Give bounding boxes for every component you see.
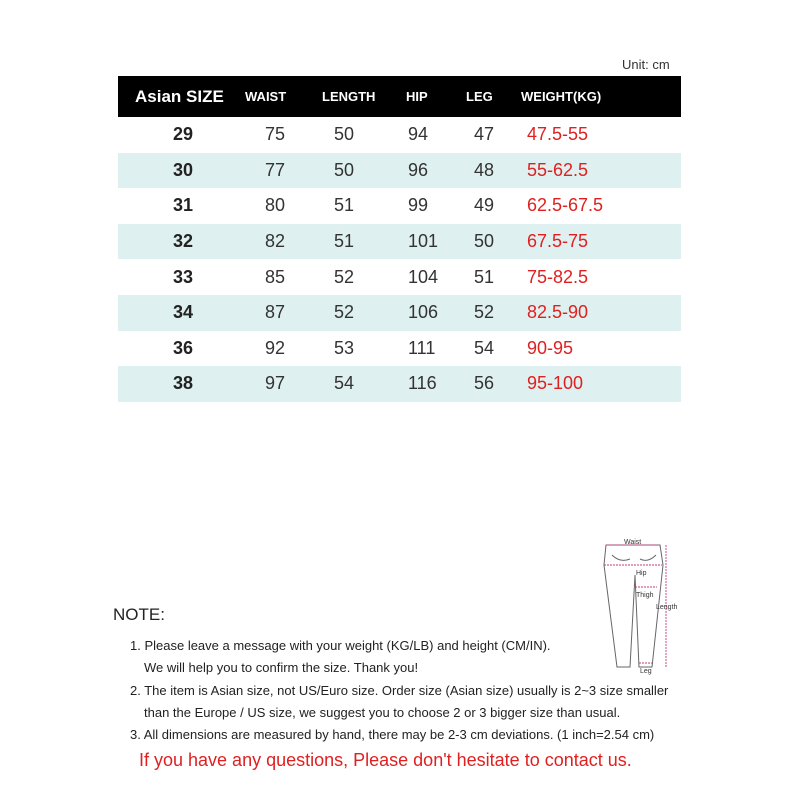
cell-weight: 75-82.5 [527,266,589,287]
cell-hip: 106 [408,302,439,323]
cell-leg: 52 [474,302,495,323]
note-line-3: 3. All dimensions are measured by hand, there may be 2-3 cm deviations. (1 inch=2.54 cm) [130,727,655,742]
cell-length: 51 [334,195,355,216]
cell-size: 33 [173,266,194,287]
table-header-row [118,76,681,117]
cell-hip: 111 [408,337,436,358]
cell-size: 36 [173,337,194,358]
cell-weight: 62.5-67.5 [527,195,604,216]
cell-length: 52 [334,302,355,323]
cell-waist: 82 [265,231,286,252]
cell-leg: 51 [474,266,495,287]
pants-measurement-diagram [590,535,690,675]
cell-waist: 85 [265,266,286,287]
diagram-label-thigh: Thigh [636,592,654,599]
table-row [118,295,681,331]
cell-leg: 48 [474,159,495,180]
cell-weight: 67.5-75 [527,231,589,252]
cell-leg: 47 [474,124,495,145]
cell-weight: 47.5-55 [527,124,589,145]
cell-waist: 92 [265,337,286,358]
cell-size: 34 [173,302,194,323]
cell-waist: 75 [265,124,286,145]
cell-weight: 90-95 [527,337,574,358]
cell-waist: 80 [265,195,286,216]
cell-hip: 116 [408,373,437,394]
header-leg: LEG [466,89,493,104]
cell-size: 30 [173,159,194,180]
unit-label: Unit: cm [622,57,670,72]
table-row [118,224,681,260]
pocket-left [612,555,630,560]
cell-leg: 50 [474,231,495,252]
cell-length: 53 [334,337,355,358]
pants-outline [604,545,663,667]
note-line-2b: than the Europe / US size, we suggest you to choose 2 or 3 bigger size than usual. [144,705,621,720]
header-length: LENGTH [322,89,376,104]
note-line-1: 1. Please leave a message with your weight (KG/LB) and height (CM/IN). [130,638,551,653]
header-weight: WEIGHT(KG) [521,89,602,104]
table-row [118,117,681,153]
cell-size: 32 [173,231,194,252]
cell-size: 29 [173,124,194,145]
cell-waist: 87 [265,302,286,323]
table-row [118,366,681,402]
cell-length: 50 [334,124,355,145]
table-row [118,259,681,295]
cell-length: 52 [334,266,355,287]
contact-message: If you have any questions, Please don't hesitate to contact us. [139,750,632,770]
pocket-right [640,555,656,560]
cell-leg: 56 [474,373,495,394]
cell-length: 50 [334,159,355,180]
cell-size: 38 [173,373,194,394]
header-hip: HIP [406,89,428,104]
cell-hip: 96 [408,159,429,180]
size-chart-table [118,76,681,402]
cell-length: 54 [334,373,355,394]
cell-size: 31 [173,195,194,216]
diagram-label-hip: Hip [636,570,647,577]
note-line-2: 2. The item is Asian size, not US/Euro size. Order size (Asian size) usually is 2~3 size smaller [130,683,669,698]
table-row [118,188,681,224]
cell-leg: 49 [474,195,495,216]
cell-waist: 77 [265,159,286,180]
cell-hip: 94 [408,124,429,145]
diagram-label-waist: Waist [624,539,642,546]
cell-hip: 99 [408,195,429,216]
header-waist: WAIST [245,89,287,104]
note-title: NOTE: [113,605,165,624]
diagram-label-length: Length [656,604,678,611]
cell-weight: 55-62.5 [527,159,589,180]
cell-waist: 97 [265,373,286,394]
diagram-label-leg: Leg [640,668,652,675]
cell-weight: 95-100 [527,373,584,394]
table-row [118,153,681,189]
cell-length: 51 [334,231,355,252]
note-line-1b: We will help you to confirm the size. Thank you! [144,660,419,675]
cell-weight: 82.5-90 [527,302,589,323]
cell-hip: 104 [408,266,439,287]
table-row [118,331,681,367]
cell-hip: 101 [408,231,439,252]
header-asian-size: Asian SIZE [135,86,224,106]
cell-leg: 54 [474,337,495,358]
